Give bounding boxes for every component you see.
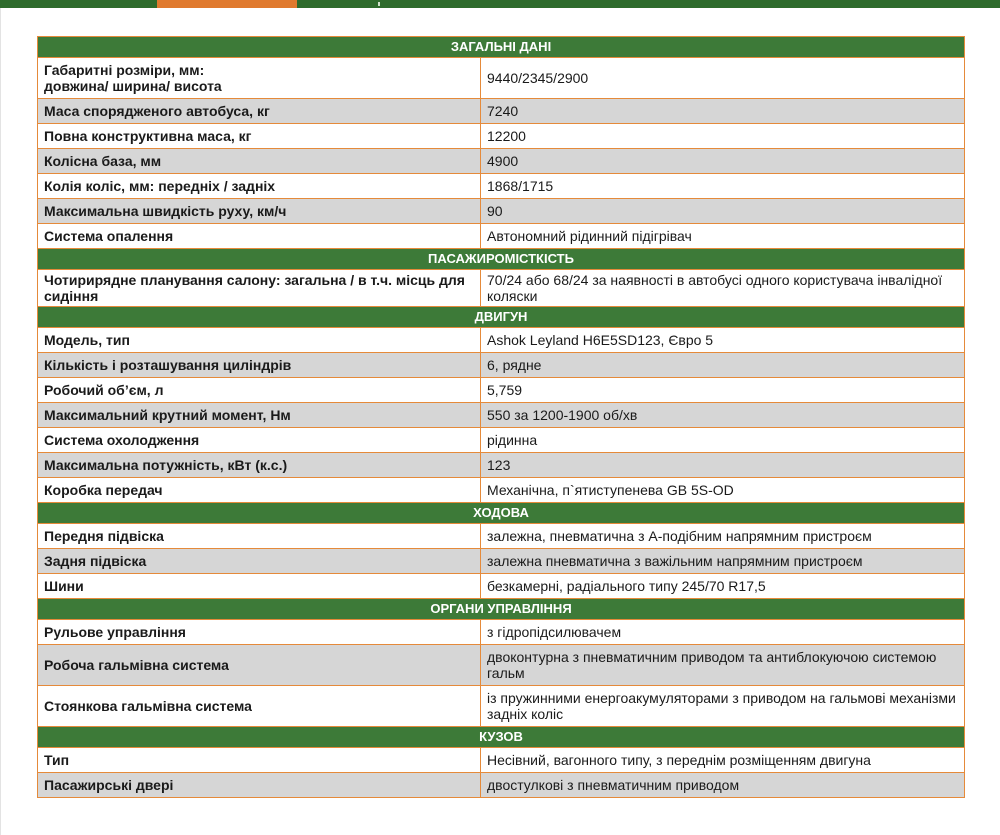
spec-value: 5,759 [481,378,965,403]
spec-row [38,574,965,599]
spec-label: Колісна база, мм [38,149,481,174]
spec-row [38,428,965,453]
section-title: ОРГАНИ УПРАВЛІННЯ [38,599,965,620]
spec-row [38,328,965,353]
spec-value: двоконтурна з пневматичним приводом та антиблокуючою системою гальм [481,645,965,686]
spec-label: Повна конструктивна маса, кг [38,124,481,149]
spec-row [38,549,965,574]
section-title: ХОДОВА [38,503,965,524]
spec-label: Система охолодження [38,428,481,453]
spec-label: Максимальна швидкість руху, км/ч [38,199,481,224]
spec-label: Модель, тип [38,328,481,353]
spec-label: Шини [38,574,481,599]
spec-row [38,99,965,124]
spec-value: залежна, пневматична з А-подібним напрямним пристроєм [481,524,965,549]
section-header [38,307,965,328]
spec-row [38,403,965,428]
spec-value: Несівний, вагонного типу, з переднім розміщенням двигуна [481,748,965,773]
section-title: ЗАГАЛЬНІ ДАНІ [38,37,965,58]
spec-label: Робочий об’єм, л [38,378,481,403]
spec-row [38,270,965,307]
spec-value: 7240 [481,99,965,124]
spec-row [38,773,965,798]
spec-value: двостулкові з пневматичним приводом [481,773,965,798]
spec-row [38,748,965,773]
spec-value: 123 [481,453,965,478]
spec-value: рідинна [481,428,965,453]
spec-row [38,174,965,199]
spec-value: Ashok Leyland H6E5SD123, Євро 5 [481,328,965,353]
spec-label: Маса спорядженого автобуса, кг [38,99,481,124]
spec-label: Пасажирські двері [38,773,481,798]
spec-label: Габаритні розміри, мм: довжина/ ширина/ висота [38,58,481,99]
top-nav-bar [0,0,1000,8]
spec-row [38,686,965,727]
spec-label: Передня підвіска [38,524,481,549]
spec-row [38,378,965,403]
section-header [38,503,965,524]
spec-label: Тип [38,748,481,773]
section-title: ПАСАЖИРОМІСТКІСТЬ [38,249,965,270]
spec-label: Колія коліс, мм: передніх / задніх [38,174,481,199]
spec-label: Чотирирядне планування салону: загальна / в т.ч. місць для сидіння [38,270,481,307]
spec-label: Задня підвіска [38,549,481,574]
spec-value: Механічна, п`ятиступенева GB 5S-OD [481,478,965,503]
spec-row [38,224,965,249]
spec-label: Стоянкова гальмівна система [38,686,481,727]
section-header [38,727,965,748]
section-title: ДВИГУН [38,307,965,328]
spec-row [38,199,965,224]
spec-table-body [38,37,965,798]
section-header [38,37,965,58]
spec-value: 1868/1715 [481,174,965,199]
spec-value: 70/24 або 68/24 за наявності в автобусі одного користувача інвалідної коляски [481,270,965,307]
spec-value: 6, рядне [481,353,965,378]
spec-row [38,620,965,645]
spec-label: Максимальна потужність, кВт (к.с.) [38,453,481,478]
section-header [38,599,965,620]
spec-value: з гідропідсилювачем [481,620,965,645]
section-title: КУЗОВ [38,727,965,748]
spec-label: Максимальний крутний момент, Нм [38,403,481,428]
spec-row [38,453,965,478]
spec-row [38,58,965,99]
spec-label: Рульове управління [38,620,481,645]
spec-value: із пружинними енергоакумуляторами з приводом на гальмові механізми задніх коліс [481,686,965,727]
nav-separator [378,2,380,6]
section-header [38,249,965,270]
spec-label: Робоча гальмівна система [38,645,481,686]
spec-value: 90 [481,199,965,224]
spec-value: 9440/2345/2900 [481,58,965,99]
spec-label: Кількість і розташування циліндрів [38,353,481,378]
spec-row [38,124,965,149]
spec-value: 12200 [481,124,965,149]
spec-value: залежна пневматична з важільним напрямним пристроєм [481,549,965,574]
spec-value: Автономний рідинний підігрівач [481,224,965,249]
spec-row [38,478,965,503]
spec-value: безкамерні, радіального типу 245/70 R17,5 [481,574,965,599]
spec-row [38,353,965,378]
spec-table [37,36,965,798]
spec-row [38,645,965,686]
spec-label: Система опалення [38,224,481,249]
active-nav-tab[interactable] [157,0,297,8]
spec-row [38,149,965,174]
spec-value: 550 за 1200-1900 об/хв [481,403,965,428]
spec-value: 4900 [481,149,965,174]
spec-row [38,524,965,549]
spec-label: Коробка передач [38,478,481,503]
